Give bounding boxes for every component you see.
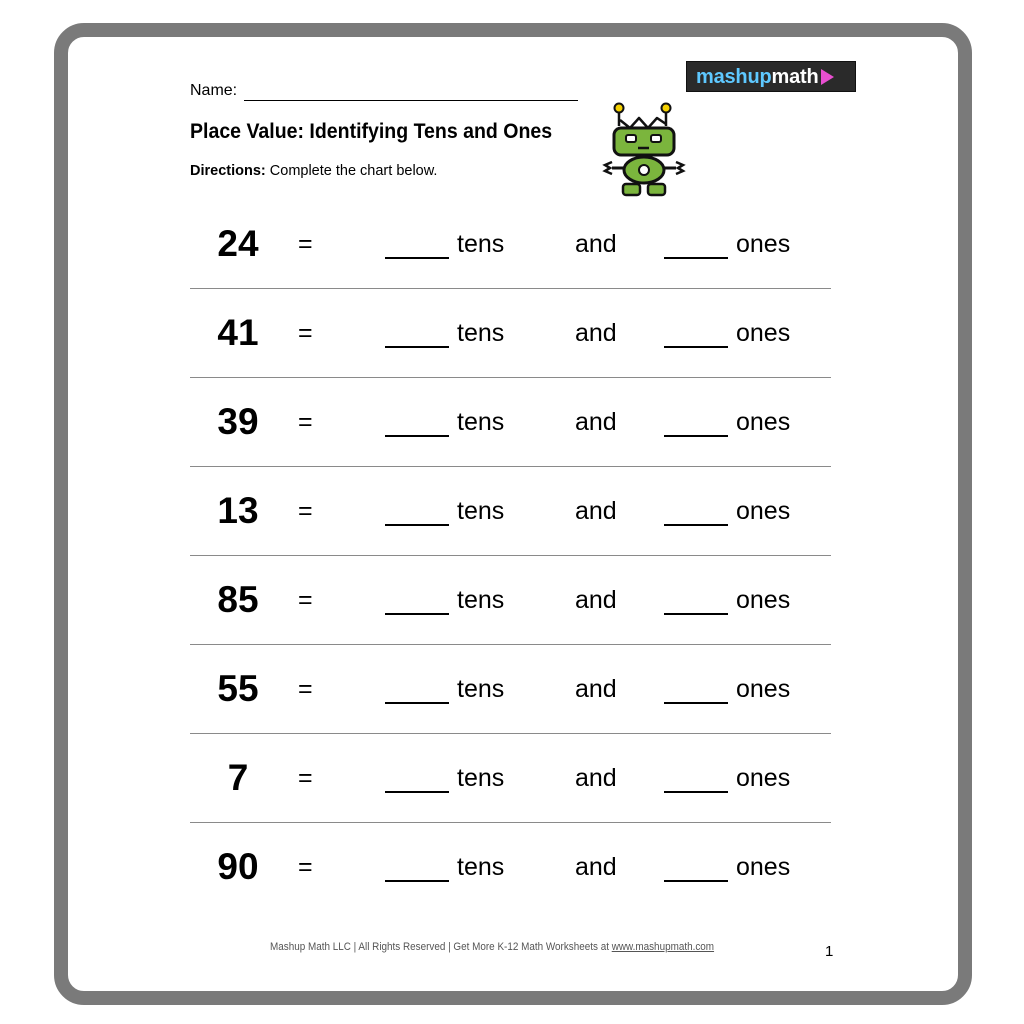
tens-label: tens [457,586,505,614]
tens-label: tens [457,675,505,703]
tens-blank[interactable] [385,880,449,882]
directions-text: Complete the chart below. [265,163,438,179]
chart-row [190,644,831,733]
ones-blank[interactable] [664,880,728,882]
page-number: 1 [825,943,834,960]
robot-icon [600,100,692,200]
tens-blank[interactable] [385,702,449,704]
row-number: 13 [217,490,259,531]
equals-sign: = [298,319,313,347]
tens-blank[interactable] [385,524,449,526]
directions [190,163,437,179]
chart-row [190,822,831,911]
row-number: 55 [217,668,259,709]
chart-row [190,288,831,377]
ones-blank[interactable] [664,702,728,704]
row-number: 90 [217,846,259,887]
row-number: 7 [227,757,249,798]
chart-row [190,377,831,466]
equals-sign: = [298,230,313,258]
row-number: 24 [217,223,259,264]
ones-blank[interactable] [664,346,728,348]
equals-sign: = [298,586,313,614]
footer [270,941,714,953]
tens-label: tens [457,319,505,347]
ones-label: ones [736,675,791,703]
ones-label: ones [736,230,791,258]
chart-row [190,733,831,822]
tens-label: tens [457,230,505,258]
equals-sign: = [298,853,313,881]
chart-row [190,200,831,288]
chart-row [190,555,831,644]
row-number: 39 [217,401,259,442]
name-label: Name: [190,82,238,99]
ones-blank[interactable] [664,257,728,259]
and-label: and [575,853,617,881]
tens-blank[interactable] [385,435,449,437]
worksheet-title: Place Value: Identifying Tens and Ones [190,120,553,143]
chart-row [190,466,831,555]
and-label: and [575,319,617,347]
ones-blank[interactable] [664,524,728,526]
and-label: and [575,408,617,436]
equals-sign: = [298,764,313,792]
directions-label: Directions: [190,163,266,179]
and-label: and [575,675,617,703]
and-label: and [575,230,617,258]
ones-label: ones [736,853,791,881]
ones-blank[interactable] [664,435,728,437]
equals-sign: = [298,497,313,525]
and-label: and [575,586,617,614]
tens-label: tens [457,408,505,436]
ones-blank[interactable] [664,791,728,793]
tens-blank[interactable] [385,613,449,615]
ones-label: ones [736,586,791,614]
ones-blank[interactable] [664,613,728,615]
ones-label: ones [736,408,791,436]
row-number: 85 [217,579,259,620]
footer-link[interactable]: www.mashupmath.com [611,941,715,953]
equals-sign: = [298,675,313,703]
equals-sign: = [298,408,313,436]
tens-label: tens [457,853,505,881]
tens-blank[interactable] [385,346,449,348]
logo-mashup-text: mashup [696,65,772,88]
tens-label: tens [457,764,505,792]
row-number: 41 [217,312,259,353]
tens-blank[interactable] [385,791,449,793]
play-arrow-icon [821,69,834,85]
tens-label: tens [457,497,505,525]
logo-math-text: math [771,65,819,88]
mashup-math-logo [686,61,856,92]
ones-label: ones [736,319,791,347]
footer-text: Mashup Math LLC | All Rights Reserved | Get More K-12 Math Worksheets at [270,941,612,953]
and-label: and [575,764,617,792]
place-value-chart [190,200,831,911]
ones-label: ones [736,764,791,792]
ones-label: ones [736,497,791,525]
tens-blank[interactable] [385,257,449,259]
name-line [244,100,578,101]
and-label: and [575,497,617,525]
